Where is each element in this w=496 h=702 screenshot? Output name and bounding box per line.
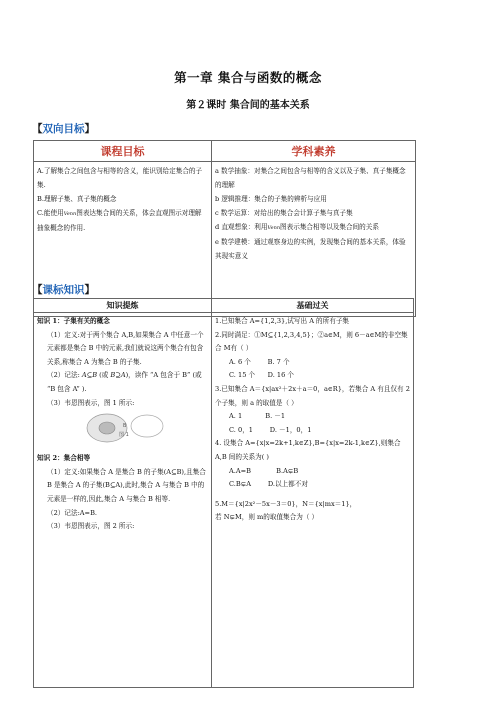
svg-text:B: B	[123, 423, 127, 430]
knowledge1-notation: （2）记法: A⊆B (或 B⊇A)，读作 “A 包含于 B” (或 “B 包含 A” ).	[47, 371, 202, 393]
exercise-4-options: C.B⊊A D.以上都不对	[229, 480, 308, 489]
bracket-open: 【	[32, 123, 43, 135]
knowledge-header-exercises: 基础过关	[212, 299, 414, 313]
exercise-2-options: C. 15 个 D. 16 个	[229, 371, 294, 380]
literacy-cell	[212, 162, 416, 317]
bracket-close: 】	[84, 284, 95, 296]
exercises-cell	[212, 313, 414, 688]
literacy-e: e 数学建模：通过观察身边的实例，发现集合间的基本关系，体验其现实意义	[215, 238, 406, 260]
course-goal-c: C.能使用Venn图表达集合间的关系，体会直观图示对理解抽象概念的作用.	[37, 209, 202, 232]
exercise-3: 3.已知集合 A＝{x|ax²＋2x＋a＝0，a∈R}，若集合 A 有且仅有 2 个子集，则 a 的取值是（ ）	[215, 384, 410, 407]
exercise-2-options: A. 6 个 B. 7 个	[229, 357, 290, 366]
venn-label: 图 1	[119, 432, 129, 439]
exercise-1: 1.已知集合 A={1,2,3},试写出 A 的所有子集	[215, 317, 350, 325]
knowledge2-definition: （1）定义:如果集合 A 是集合 B 的子集(A⊆B),且集合 B 是集合 A 的子集(B⊆A),此时,集合 A 与集合 B 中的元素是一样的,因此,集合 A 与集合 B 相等.	[47, 467, 206, 503]
knowledge1-definition: （1）定义:对于两个集合 A,B,如果集合 A 中任意一个元素都是集合 B 中的元素,我们就说这两个集合有包含关系,称集合 A 为集合 B 的子集.	[47, 330, 204, 366]
goals-header-literacy: 学科素养	[212, 141, 416, 162]
chapter-title: 第一章 集合与函数的概念	[174, 70, 322, 85]
exercise-4-options: A.A=B B.A⊊B	[229, 466, 299, 475]
knowledge-table	[33, 298, 414, 688]
literacy-d: d 直观想象：利用Venn图表示集合相等以及集合间的关系	[215, 223, 379, 231]
venn-word: Venn	[267, 225, 281, 231]
exercise-5: 5.M＝{x|2x²－5x－3＝0}，N＝{x|mx＝1}，	[215, 499, 357, 508]
knowledge2-notation: （2）记法:A=B.	[47, 508, 98, 517]
knowledge2-figure-caption: （3）韦恩图表示，图 2 所示:	[47, 522, 135, 531]
exercise-4: 4. 设集合 A={x|x=2k+1,k∈Z},B={x|x=2k-1,k∈Z},则集合 A,B 间的关系为( )	[215, 439, 401, 461]
section-label: 双向目标	[42, 123, 85, 135]
knowledge-header-points: 知识提炼	[34, 299, 212, 313]
course-goal-b: B.理解子集、真子集的概念	[37, 195, 117, 203]
section-heading-goals	[32, 121, 95, 136]
exercise-3-options: C. 0，1 D. －1，0，1	[229, 425, 312, 434]
knowledge2-title: 知识 2：集合相等	[37, 454, 91, 463]
literacy-b: b 逻辑推理：集合的子集的辨析与应用	[215, 195, 327, 203]
exercise-3-options: A. 1 B. －1	[229, 412, 286, 421]
literacy-a: a 数学抽象：对集合之间包含与相等的含义以及子集、真子集概念的理解	[215, 167, 406, 189]
bracket-open: 【	[32, 284, 43, 296]
section-label: 课标知识	[42, 284, 85, 296]
goals-header-course: 课程目标	[34, 141, 212, 162]
bracket-close: 】	[84, 123, 95, 135]
section-heading-knowledge	[32, 282, 95, 297]
exercise-5-question: 若 N⊊M，则 m的取值集合为（ ）	[215, 513, 319, 522]
literacy-c: c 数学运算：对给出的集合会计算子集与真子集	[215, 209, 353, 217]
exercise-2: 2.同时满足：①M⊆{1,2,3,4,5}；②a∈M，则 6－a∈M的非空集合 M有（ ）	[215, 330, 408, 353]
venn-diagram-figure1	[37, 412, 208, 444]
lesson-title: 第２课时 集合间的基本关系	[186, 100, 310, 111]
knowledge-points-cell	[34, 313, 212, 688]
knowledge1-figure-caption: （3）韦恩图表示，图 1 所示:	[47, 398, 135, 407]
knowledge1-title: 知识 1：子集有关的概念	[37, 317, 110, 325]
venn-word: Venn	[63, 211, 77, 217]
course-goal-a: A.了解集合之间包含与相等的含义，能识别给定集合的子集.	[37, 167, 203, 189]
